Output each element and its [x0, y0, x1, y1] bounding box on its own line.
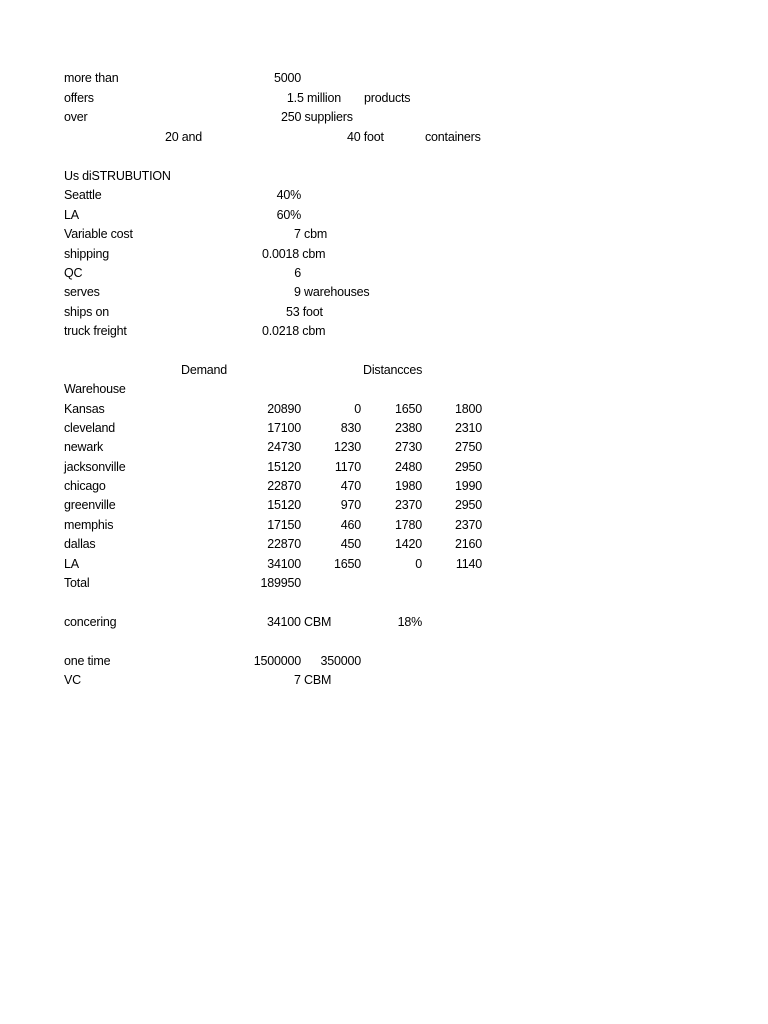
distance-3: 1800 [454, 402, 482, 416]
distance-3: 2160 [454, 537, 482, 551]
dist-value-seattle: 40% [276, 188, 301, 202]
warehouse-name: greenville [64, 498, 116, 512]
one-time-value-b: 350000 [320, 654, 361, 668]
warehouse-demand: 20890 [267, 402, 301, 416]
warehouse-demand: 17100 [267, 421, 301, 435]
demand-header: Demand [181, 363, 228, 377]
distance-1: 1230 [333, 440, 361, 454]
distance-3: 2950 [454, 498, 482, 512]
concering-label: concering [64, 615, 117, 629]
distance-1: 470 [340, 479, 361, 493]
distances-header: Distancces [363, 363, 423, 377]
distribution-heading: Us diSTRUBUTION [64, 169, 171, 183]
distance-1: 460 [340, 518, 361, 532]
warehouse-name: LA [64, 557, 79, 571]
containers-c: containers [425, 130, 481, 144]
warehouse-demand: 24730 [267, 440, 301, 454]
dist-label-ships-on: ships on [64, 305, 109, 319]
warehouse-demand: 17150 [267, 518, 301, 532]
warehouse-name: jacksonville [64, 460, 126, 474]
total-value: 189950 [260, 576, 301, 590]
one-time-label: one time [64, 654, 111, 668]
warehouse-name: cleveland [64, 421, 116, 435]
dist-label-shipping: shipping [64, 247, 109, 261]
dist-value-shipping: 0.0018 cbm [262, 247, 326, 261]
warehouse-name: Kansas [64, 402, 105, 416]
distance-3: 1990 [454, 479, 482, 493]
containers-a: 20 and [165, 130, 203, 144]
dist-value-qc: 6 [294, 266, 301, 280]
distance-1: 1650 [333, 557, 361, 571]
dist-label-qc: QC [64, 266, 83, 280]
distance-3: 2950 [454, 460, 482, 474]
warehouse-name: dallas [64, 537, 96, 551]
dist-label-truck-freight: truck freight [64, 324, 127, 338]
more-than-value: 5000 [273, 71, 301, 85]
warehouse-demand: 22870 [267, 537, 301, 551]
distance-1: 970 [340, 498, 361, 512]
warehouse-demand: 22870 [267, 479, 301, 493]
distance-2: 2730 [394, 440, 422, 454]
distance-3: 2750 [454, 440, 482, 454]
offers-unit: products [364, 91, 411, 105]
warehouse-demand: 15120 [267, 498, 301, 512]
distance-2: 1980 [394, 479, 422, 493]
distance-2: 0 [415, 557, 422, 571]
one-time-value-a: 1500000 [253, 654, 301, 668]
distance-2: 1420 [394, 537, 422, 551]
offers-label: offers [64, 91, 94, 105]
concering-value: 34100 CBM [267, 615, 332, 629]
vc-label: VC [64, 673, 81, 687]
warehouse-name: chicago [64, 479, 106, 493]
dist-label-seattle: Seattle [64, 188, 102, 202]
distance-2: 2380 [394, 421, 422, 435]
warehouse-demand: 15120 [267, 460, 301, 474]
dist-value-la: 60% [276, 208, 301, 222]
distance-3: 2310 [454, 421, 482, 435]
distance-1: 450 [340, 537, 361, 551]
distance-3: 2370 [454, 518, 482, 532]
offers-value: 1.5 million [286, 91, 341, 105]
dist-label-variable-cost: Variable cost [64, 227, 133, 241]
warehouse-name: newark [64, 440, 104, 454]
over-label: over [64, 110, 88, 124]
warehouse-header: Warehouse [64, 382, 126, 396]
warehouse-demand: 34100 [267, 557, 301, 571]
distance-2: 2370 [394, 498, 422, 512]
dist-value-truck-freight: 0.0218 cbm [262, 324, 326, 338]
dist-value-serves: 9 warehouses [294, 285, 370, 299]
vc-value: 7 CBM [294, 673, 332, 687]
distance-2: 1780 [394, 518, 422, 532]
distance-2: 2480 [394, 460, 422, 474]
dist-label-la: LA [64, 208, 79, 222]
total-label: Total [64, 576, 90, 590]
distance-1: 0 [354, 402, 361, 416]
over-value: 250 suppliers [281, 110, 353, 124]
distance-1: 1170 [334, 460, 361, 474]
concering-percent: 18% [397, 615, 422, 629]
distance-1: 830 [340, 421, 361, 435]
dist-label-serves: serves [64, 285, 100, 299]
warehouse-name: memphis [64, 518, 114, 532]
distance-2: 1650 [394, 402, 422, 416]
more-than-label: more than [64, 71, 119, 85]
distance-3: 1140 [455, 557, 482, 571]
containers-b: 40 foot [347, 130, 384, 144]
dist-value-ships-on: 53 foot [286, 305, 323, 319]
dist-value-variable-cost: 7 cbm [294, 227, 328, 241]
